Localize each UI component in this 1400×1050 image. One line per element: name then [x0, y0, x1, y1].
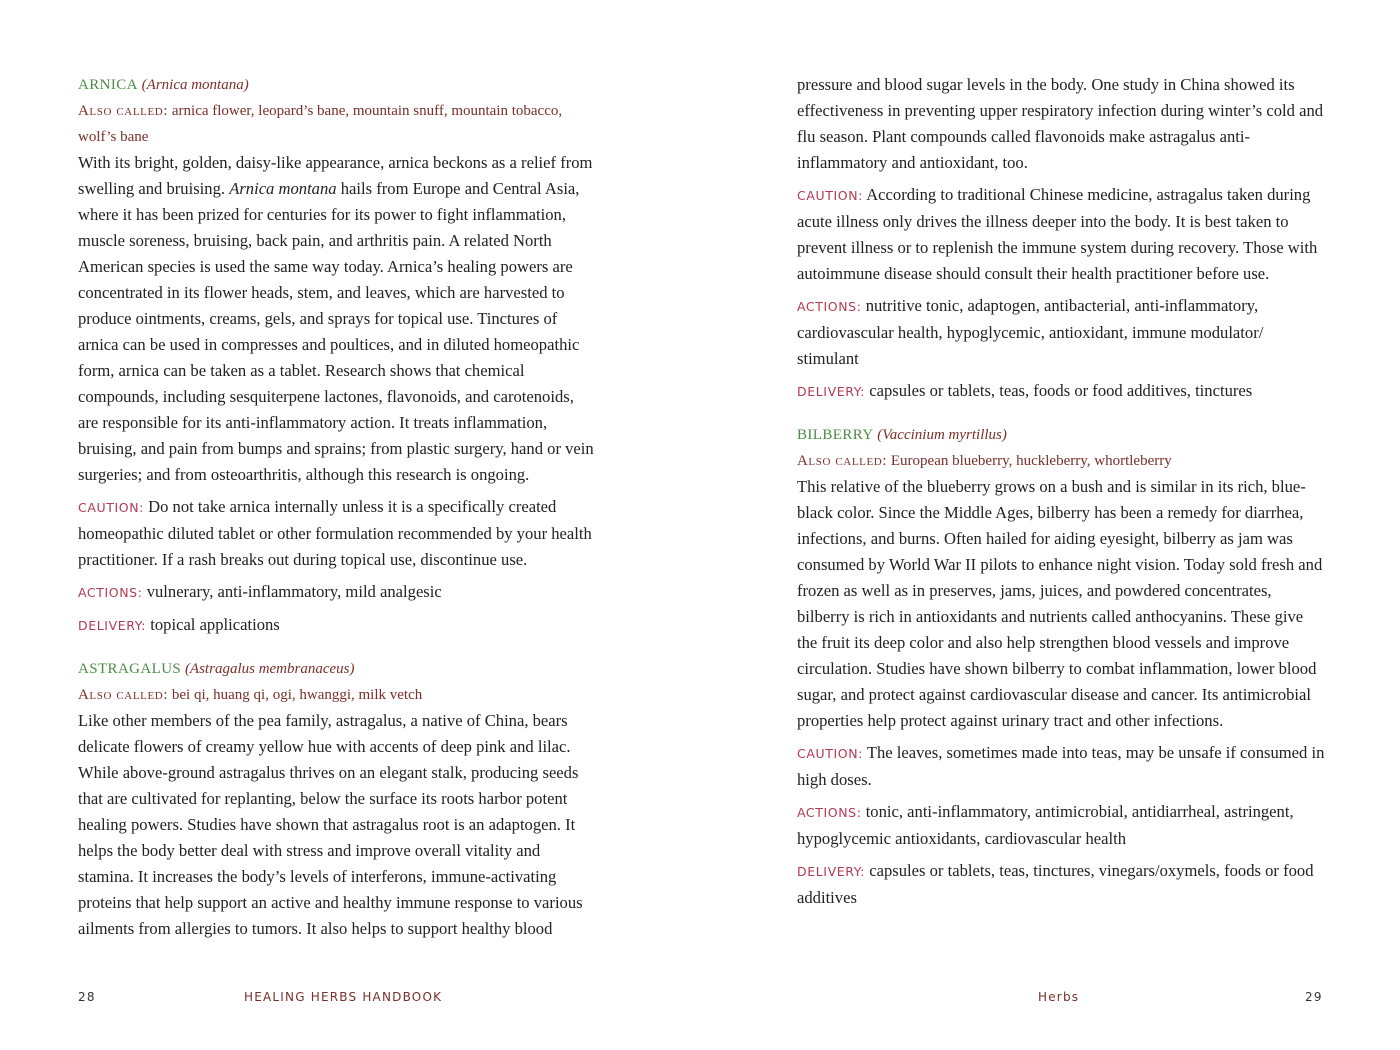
also-called-label: Also called:: [797, 453, 888, 469]
left-page-column: [78, 72, 598, 942]
entry-spacer: [797, 405, 1327, 422]
caution-label: CAUTION:: [797, 746, 863, 761]
astragalus-latin-name: (Astragalus membranaceus): [184, 661, 355, 677]
arnica-body: [78, 150, 598, 488]
arnica-heading: [78, 72, 598, 98]
bilberry-actions-text: tonic, anti-inflammatory, antimicrobial, antidiarrheal, astringent, hypoglycemic antioxidants, cardiovascular health: [797, 802, 1294, 848]
arnica-body-part-1: With its bright, golden, daisy-like appearance, arnica beckons as a relief from swelling and bruising.: [78, 153, 593, 198]
astragalus-name: ASTRAGALUS: [78, 661, 182, 677]
astragalus-body: Like other members of the pea family, astragalus, a native of China, bears delicate flowers of creamy yellow hue with accents of deep pink and lilac. While above-ground astragalus thrives on an elegant stalk, producing seeds that are cultivated for replanting, below the surface its roots harbor potent healing powers. Studies have shown that astragalus root is an adaptogen. It helps the body better deal with stress and improve overall vitality and stamina. It increases the body’s levels of interferons, immune-activating proteins that help support an active and healthy immune response to various ailments from allergies to tumors. It also helps to support healthy blood: [78, 711, 583, 938]
entry-spacer: [78, 639, 598, 656]
left-page-number: 28: [78, 990, 96, 1004]
astragalus-body-continued: pressure and blood sugar levels in the body. One study in China showed its effectiveness in preventing upper respiratory infection during winter’s cold and flu season. Plant compounds called flavonoids make astragalus anti-inflammatory and antioxidant, too.: [797, 75, 1324, 172]
caution-label: CAUTION:: [797, 188, 863, 203]
arnica-latin-name: (Arnica montana): [141, 77, 249, 93]
astragalus-delivery-text: capsules or tablets, teas, foods or food additives, tinctures: [869, 381, 1253, 400]
arnica-actions-text: vulnerary, anti-inflammatory, mild analgesic: [146, 582, 442, 601]
bilberry-body: This relative of the blueberry grows on a bush and is similar in its rich, blue-black color. Since the Middle Ages, bilberry has been a remedy for diarrhea, infections, and burns. Often hailed for aiding eyesight, bilberry as jam was consumed by World War II pilots to enhance night vision. Today sold fresh and frozen as well as in preserves, jams, juices, and powdered concentrates, bilberry is rich in antioxidants and nutrients called anthocyanins. These give the fruit its deep color and also help strengthen blood vessels and improve circulation. Studies have shown bilberry to combat inflammation, lower blood sugar, and protect against cardiovascular disease and cancer. Its antimicrobial properties help protect against urinary tract and other infections.: [797, 477, 1323, 730]
bilberry-caution: [797, 740, 1327, 793]
bilberry-also-called-text: European blueberry, huckleberry, whortleberry: [890, 453, 1172, 469]
bilberry-delivery: [797, 858, 1327, 911]
arnica-name: ARNICA: [78, 77, 138, 93]
arnica-also-called: [78, 98, 598, 150]
bilberry-caution-text: The leaves, sometimes made into teas, may be unsafe if consumed in high doses.: [797, 743, 1325, 789]
astragalus-actions-text: nutritive tonic, adaptogen, antibacterial, anti-inflammatory, cardiovascular health, hypoglycemic, antioxidant, immune modulator/ stimulant: [797, 296, 1264, 368]
arnica-body-latin: Arnica montana: [229, 179, 337, 198]
arnica-caution: [78, 494, 598, 573]
right-running-head: Herbs: [1038, 990, 1080, 1004]
bilberry-heading: [797, 422, 1327, 448]
delivery-label: DELIVERY:: [797, 384, 866, 399]
actions-label: ACTIONS:: [797, 299, 862, 314]
right-page-number: 29: [1305, 990, 1323, 1004]
arnica-delivery: [78, 612, 598, 639]
actions-label: ACTIONS:: [78, 585, 143, 600]
arnica-also-called-text: arnica flower, leopard’s bane, mountain snuff, mountain tobacco, wolf’s bane: [78, 103, 563, 145]
astragalus-heading: [78, 656, 598, 682]
bilberry-name: BILBERRY: [797, 427, 874, 443]
delivery-label: DELIVERY:: [797, 864, 866, 879]
bilberry-also-called: [797, 448, 1327, 474]
astragalus-delivery: [797, 378, 1327, 405]
astragalus-caution: [797, 182, 1327, 287]
astragalus-also-called-text: bei qi, huang qi, ogi, hwanggi, milk vetch: [171, 687, 423, 703]
delivery-label: DELIVERY:: [78, 618, 147, 633]
astragalus-actions: [797, 293, 1327, 372]
also-called-label: Also called:: [78, 103, 169, 119]
bilberry-delivery-text: capsules or tablets, teas, tinctures, vinegars/oxymels, foods or food additives: [797, 861, 1314, 907]
arnica-body-part-2: hails from Europe and Central Asia, where it has been prized for centuries for its power to fight inflammation, muscle soreness, bruising, back pain, and arthritis pain. A related North American species is used the same way today. Arnica’s healing powers are concentrated in its flower heads, stem, and leaves, which are harvested to produce ointments, creams, gels, and sprays for topical use. Tinctures of arnica can be used in compresses and poultices, and in diluted homeopathic form, arnica can be taken as a tablet. Research shows that chemical compounds, including sesquiterpene lactones, flavonoids, and carotenoids, are responsible for its anti-inflammatory action. It treats inflammation, bruising, and pain from bumps and sprains; from plastic surgery, hand or vein surgeries; and from osteoarthritis, although this research is ongoing.: [78, 179, 594, 484]
right-page-column: [797, 72, 1327, 911]
left-running-head: HEALING HERBS HANDBOOK: [244, 990, 443, 1004]
arnica-actions: [78, 579, 598, 606]
also-called-label: Also called:: [78, 687, 169, 703]
actions-label: ACTIONS:: [797, 805, 862, 820]
arnica-delivery-text: topical applications: [150, 615, 280, 634]
bilberry-latin-name: (Vaccinium myrtillus): [877, 427, 1007, 443]
bilberry-actions: [797, 799, 1327, 852]
arnica-caution-text: Do not take arnica internally unless it is a specifically created homeopathic diluted tablet or other formulation recommended by your health practitioner. If a rash breaks out during topical use, discontinue use.: [78, 497, 592, 569]
astragalus-also-called: [78, 682, 598, 708]
astragalus-caution-text: According to traditional Chinese medicine, astragalus taken during acute illness only drives the illness deeper into the body. It is best taken to prevent illness or to replenish the immune system during recovery. Those with autoimmune disease should consult their health practitioner before use.: [797, 185, 1318, 283]
caution-label: CAUTION:: [78, 500, 144, 515]
